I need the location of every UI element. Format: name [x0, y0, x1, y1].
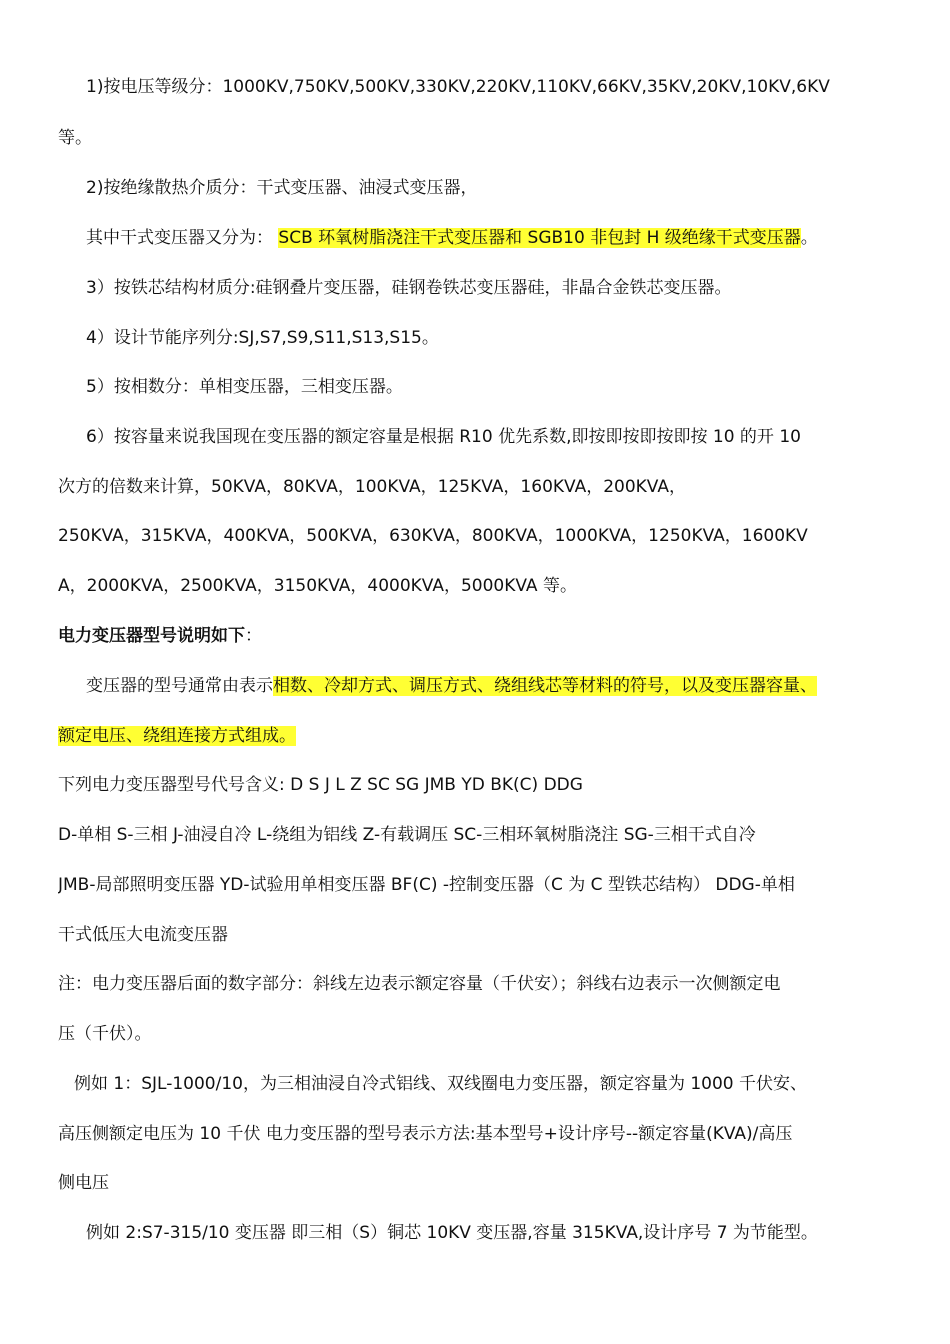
- section-heading: [58, 624, 888, 648]
- section-heading-text: 电力变压器型号说明如下: [58, 626, 245, 646]
- para-voltage-class-cont: 等。: [58, 128, 92, 148]
- dry-type-end: 。: [800, 228, 818, 248]
- para-example-1: 例如 1：SJL-1000/10，为三相油浸自冷式铝线、双线圈电力变压器，额定容量为 1000 千伏安、: [74, 1074, 808, 1094]
- model-composition-highlight-cont: 额定电压、绕组连接方式组成。: [58, 726, 296, 746]
- para-code-list: 下列电力变压器型号代号含义: D S J L Z SC SG JMB YD BK(C) DDG: [58, 775, 583, 795]
- model-composition-lead: 变压器的型号通常由表示: [86, 676, 273, 696]
- dry-type-lead: 其中干式变压器又分为：: [86, 228, 279, 248]
- para-note: 注：电力变压器后面的数字部分：斜线左边表示额定容量（千伏安）；斜线右边表示一次侧额定电: [58, 974, 781, 994]
- para-note-cont: 压（千伏）。: [58, 1024, 152, 1044]
- para-example-1-cont-1: 高压侧额定电压为 10 千伏 电力变压器的型号表示方法:基本型号+设计序号--额定容量(KVA)/高压: [58, 1124, 793, 1144]
- model-composition-highlight: 相数、冷却方式、调压方式、绕组线芯等材料的符号，以及变压器容量、: [273, 676, 817, 696]
- para-capacity-cont-3: A，2000KVA，2500KVA，3150KVA，4000KVA，5000KVA 等。: [58, 576, 577, 596]
- para-energy-series: 4）设计节能序列分:SJ,S7,S9,S11,S13,S15。: [86, 328, 439, 348]
- para-insulation-medium: 2)按绝缘散热介质分：干式变压器、油浸式变压器，: [86, 178, 478, 198]
- dry-type-highlight: SCB 环氧树脂浇注干式变压器和 SGB10 非包封 H 级绝缘干式变压器: [278, 228, 801, 248]
- para-capacity-cont-2: 250KVA，315KVA，400KVA，500KVA，630KVA，800KVA，1000KVA，1250KVA，1600KV: [58, 526, 808, 546]
- para-capacity-cont-1: 次方的倍数来计算，50KVA，80KVA，100KVA，125KVA，160KVA，200KVA，: [58, 477, 686, 497]
- para-model-composition: [86, 674, 888, 698]
- para-core-material: 3）按铁芯结构材质分:硅钢叠片变压器，硅钢卷铁芯变压器硅，非晶合金铁芯变压器。: [86, 278, 732, 298]
- para-dry-type: [86, 226, 888, 250]
- para-example-1-cont-2: 侧电压: [58, 1173, 109, 1193]
- para-model-composition-cont: [58, 724, 888, 748]
- para-code-meaning-3: 干式低压大电流变压器: [58, 925, 228, 945]
- para-voltage-class: 1)按电压等级分：1000KV,750KV,500KV,330KV,220KV,110KV,66KV,35KV,20KV,10KV,6KV: [86, 77, 830, 97]
- para-code-meaning-1: D-单相 S-三相 J-油浸自冷 L-绕组为铝线 Z-有载调压 SC-三相环氧树脂浇注 SG-三相干式自冷: [58, 825, 756, 845]
- para-example-2: 例如 2:S7-315/10 变压器 即三相（S）铜芯 10KV 变压器,容量 315KVA,设计序号 7 为节能型。: [86, 1223, 818, 1243]
- section-heading-colon: ：: [245, 626, 262, 646]
- para-phase-count: 5）按相数分：单相变压器，三相变压器。: [86, 377, 403, 397]
- para-capacity: 6）按容量来说我国现在变压器的额定容量是根据 R10 优先系数,即按即按即按即按 10 的开 10: [86, 427, 801, 447]
- para-code-meaning-2: JMB-局部照明变压器 YD-试验用单相变压器 BF(C) -控制变压器（C 为 C 型铁芯结构） DDG-单相: [58, 875, 795, 895]
